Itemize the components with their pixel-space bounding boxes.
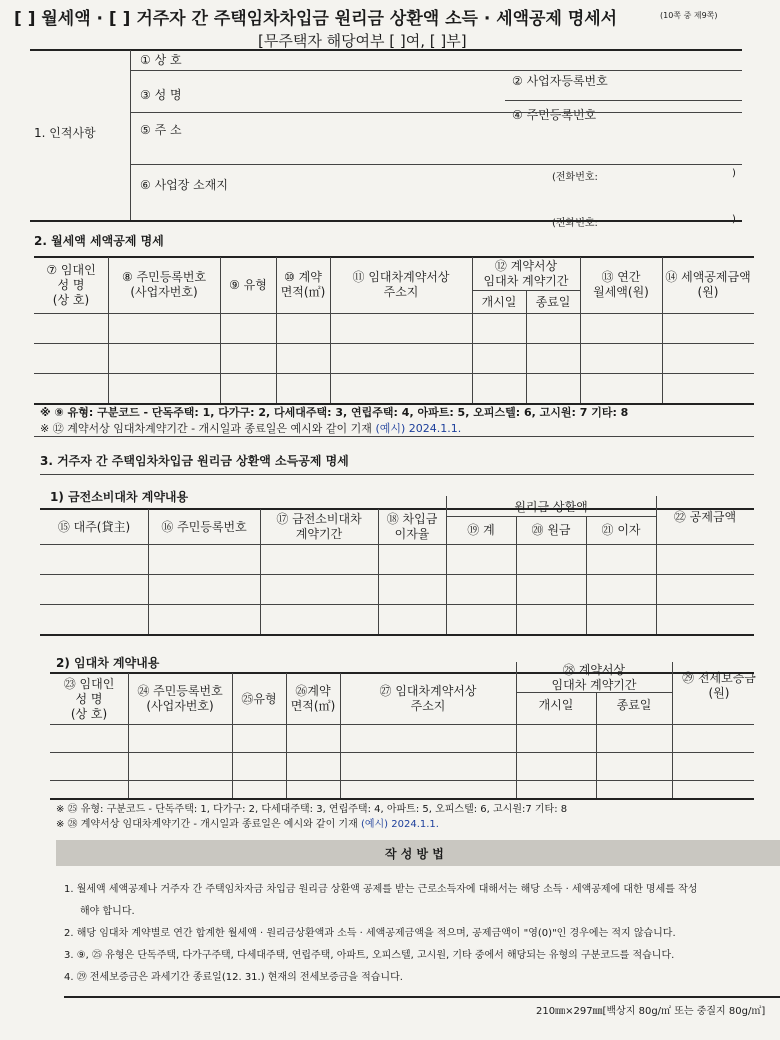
col-resno: ⑯ 주민등록번호 [161,519,247,534]
col-type: ㉕유형 [241,691,277,706]
instructions-title: 작 성 방 법 [385,847,444,861]
section3-note-type: ※ ㉕ 유형: 구분코드 - 단독주택: 1, 다가구: 2, 다세대주택: 3, 연립주택: 4, 아파트: 5, 오피스텔: 6, 고시원:7 기타: 8 [56,804,568,815]
divider [130,50,131,220]
divider [662,257,663,403]
phone-label: (전화번호: [552,218,598,229]
col-deduction-amount: ㉒ 공제금액 [673,509,737,524]
divider [130,70,742,71]
divider [580,257,581,403]
col-period: ⑫ 계약서상 임대차 계약기간 [483,259,569,288]
divider [378,509,379,634]
phone-close: ) [732,168,736,179]
divider [50,752,754,753]
col-principal: ⑳ 원금 [531,522,571,537]
divider [64,996,780,998]
col-deposit: ㉙ 전세보증금 (원) [682,671,756,700]
col-lender: ⑮ 대주(貸主) [57,519,131,534]
section3-note-period: ※ ㉘ 계약서상 임대차계약기간 - 개시일과 종료일은 예시와 같이 기재 (예시) 2024.1.1. [56,819,439,830]
divider [130,112,742,113]
divider [286,673,287,798]
col-end: 종료일 [616,697,652,712]
col-address: ㉗ 임대차계약서상 주소지 [379,684,477,713]
divider [656,496,657,634]
divider [40,474,754,475]
divider [340,673,341,798]
divider [130,164,742,165]
instruction-item: 3. ⑨, ㉕ 유형은 단독주택, 다가구주택, 다세대주택, 연립주택, 아파트, 오피스텔, 고시원, 기타 중에서 해당되는 유형의 구분코드를 적습니다. [64,950,675,961]
divider [108,257,109,403]
col-deduction: ⑭ 세액공제금액 (원) [665,270,751,299]
divider [505,100,742,101]
section2-note-type: ※ ⑨ 유형: 구분코드 - 단독주택: 1, 다가구: 2, 다세대주택: 3, 연립주택: 4, 아파트: 5, 오피스텔: 6, 고시원: 7 기타: 8 [40,406,629,419]
resno-label: ④ 주민등록번호 [512,108,597,122]
form-title: [ ] 월세액 · [ ] 거주자 간 주택임차차입금 원리금 상환액 소득 · 세액공제 명세서 [14,9,618,29]
divider [276,257,277,403]
section2-title: 2. 월세액 세액공제 명세 [34,234,164,248]
workplace-label: ⑥ 사업장 소재지 [140,178,228,192]
divider [446,516,656,517]
divider [34,373,754,374]
personal-section-label: 1. 인적사항 [34,126,96,140]
divider [34,436,754,437]
instruction-item: 4. ㉙ 전세보증금은 과세기간 종료일(12. 31.) 현재의 전세보증금을 적습니다. [64,972,403,983]
table-border [40,634,754,636]
name-label: ③ 성 명 [140,88,182,102]
lease-contract-title: 2) 임대차 계약내용 [56,656,160,670]
col-resno: ⑧ 주민등록번호 (사업자번호) [121,270,207,299]
col-area: ⑩ 계약 면적(㎡) [280,270,326,299]
divider [232,673,233,798]
divider [128,673,129,798]
example-date: (예시) 2024.1.1. [375,422,462,435]
col-loan-period: ⑰ 금전소비대차 계약기간 [276,512,362,541]
col-start: 개시일 [481,294,517,309]
instruction-item: 2. 해당 임대차 계약별로 연간 합계한 월세액 · 원리금상환액과 소득 · 세액공제금액을 적으며, 공제금액이 "영(0)"인 경우에는 적지 않습니다. [64,928,676,939]
divider [34,343,754,344]
col-landlord: ㉓ 임대인 성 명 (상 호) [63,676,115,721]
divider [30,49,742,51]
page-note: (10쪽 중 제9쪽) [660,11,718,20]
bizno-label: ② 사업자등록번호 [512,74,608,88]
divider [516,662,517,798]
company-label: ① 상 호 [140,53,182,67]
col-total: ⑲ 계 [467,522,495,537]
divider [50,724,754,725]
phone-label: (전화번호: [552,172,598,183]
col-rent: ⑬ 연간 월세액(원) [593,270,649,299]
col-landlord: ⑦ 임대인 성 명 (상 호) [46,262,96,307]
divider [30,220,742,222]
divider [516,516,517,634]
loan-contract-title: 1) 금전소비대차 계약내용 [50,490,189,504]
divider [526,290,527,403]
col-type: ⑨ 유형 [229,277,267,292]
col-start: 개시일 [538,697,574,712]
divider [672,662,673,798]
divider [472,257,473,403]
col-address: ⑪ 임대차계약서상 주소지 [352,270,450,299]
divider [516,692,672,693]
phone-close: ) [732,214,736,225]
paper-spec: 210㎜×297㎜[백상지 80g/㎡ 또는 중질지 80g/㎡] [536,1006,766,1017]
instruction-item: 1. 월세액 세액공제나 거주자 간 주택임차자금 차입금 원리금 상환액 공제를 받는 근로소득자에 대해서는 해당 소득 · 세액공제에 대한 명세를 작성 [64,884,698,895]
section2-note-period: ※ ⑫ 계약서상 임대차계약기간 - 개시일과 종료일은 예시와 같이 기재 (예시) 2024.1.1. [40,422,462,435]
address-label: ⑤ 주 소 [140,123,182,137]
col-repayment: 원리금 상환액 [514,499,588,514]
section3-title: 3. 거주자 간 주택임차차입금 원리금 상환액 소득공제 명세 [40,454,349,468]
divider [586,516,587,634]
divider [220,257,221,403]
divider [50,780,754,781]
divider [148,509,149,634]
divider [34,313,754,314]
col-area: ㉖계약 면적(㎡) [290,684,336,713]
divider [596,692,597,798]
form-subtitle: [무주택자 해당여부 [ ]여, [ ]부] [258,32,467,50]
col-interest: ㉑ 이자 [601,522,641,537]
col-period: ㉘ 계약서상 임대차 계약기간 [551,663,637,692]
divider [330,257,331,403]
col-interest-rate: ⑱ 차입금 이자율 [386,512,438,541]
col-resno: ㉔ 주민등록번호 (사업자번호) [137,684,223,713]
divider [260,509,261,634]
instruction-item: 해야 합니다. [80,906,135,917]
example-date: (예시) 2024.1.1. [360,819,439,830]
divider [446,496,447,634]
col-end: 종료일 [535,294,571,309]
